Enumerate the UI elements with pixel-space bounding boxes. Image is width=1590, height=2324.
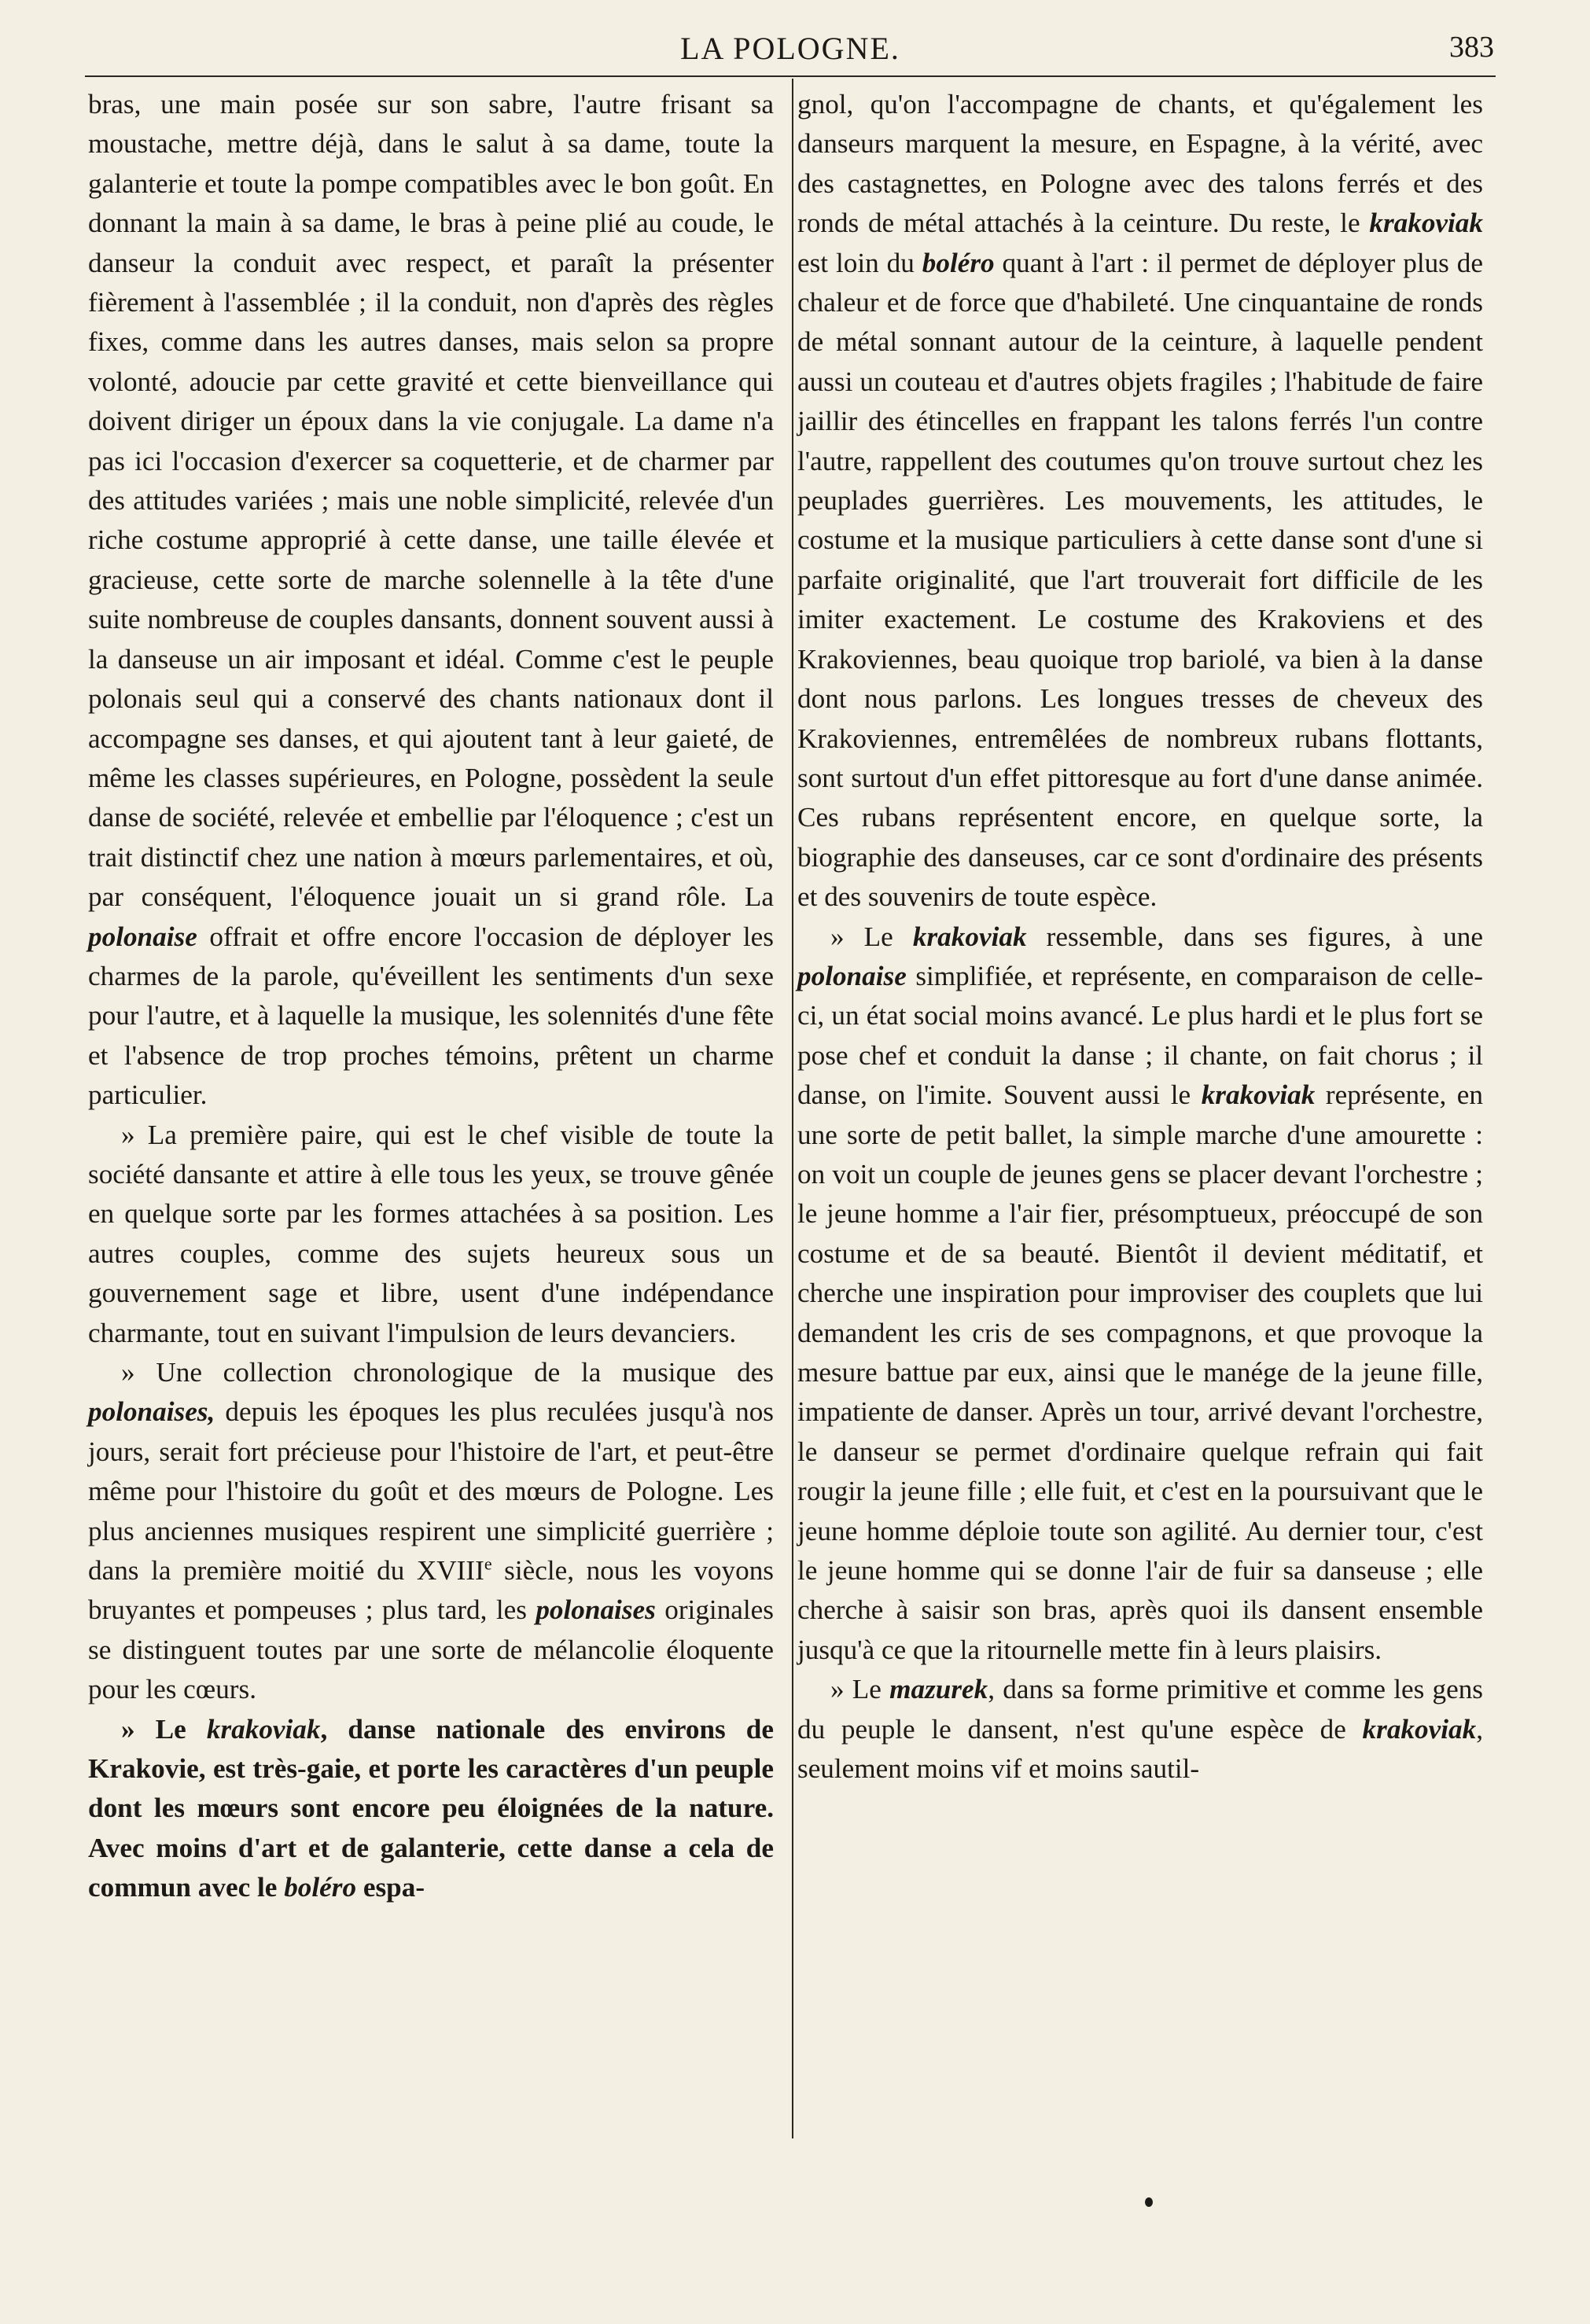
ink-spot [1145,2197,1153,2207]
paragraph: » Le krakoviak ressemble, dans ses figures, à une polonaise simplifiée, et représente, en comparaison de celle-ci, un état social moins avancé. Le plus hardi et le plus fort se pose chef et conduit la danse ; il chante, on fait chorus ; il danse, on l'imite. Souvent aussi le krakoviak représente, en une sorte de petit ballet, la simple marche d'une amourette : on voit un couple de jeunes gens se placer devant l'orchestre ; le jeune homme a l'air fier, présomptueux, préoccupé de son costume et de sa beauté. Bientôt il devient méditatif, et cherche une inspiration pour improviser des couplets que lui demandent les cris de ses compagnons, et que provoque la mesure battue par eux, ainsi que le manége de la jeune fille, impatiente de danser. Après un tour, arrivé devant l'orchestre, le danseur se permet d'ordinaire quelque refrain qui fait rougir la jeune fille ; elle fuit, et c'est en la poursuivant que le jeune homme déploie toute son agilité. Au dernier tour, c'est le jeune homme qui se donne l'air de fuir sa danseuse ; elle cherche à saisir son bras, après quoi ils dansent ensemble jusqu'à ce que la ritournelle mette fin à leurs plaisirs. [797,921,1483,1665]
left-column [88,85,774,1908]
paragraph: » Le mazurek, dans sa forme primitive et comme les gens du peuple le dansent, n'est qu'une espèce de krakoviak, seulement moins vif et moins sautil- [797,1674,1483,1785]
paragraph: bras, une main posée sur son sabre, l'autre frisant sa moustache, mettre déjà, dans le salut à sa dame, toute la galanterie et toute la pompe compatibles avec le bon goût. En donnant la main à sa dame, le bras à peine plié au coude, le danseur la conduit avec respect, et paraît la présenter fièrement à l'assemblée ; il la conduit, non d'après des règles fixes, comme dans les autres danses, mais selon sa propre volonté, adoucie par cette gravité et cette bienveillance qui doivent diriger un époux dans la vie conjugale. La dame n'a pas ici l'occasion d'exercer sa coquetterie, et de charmer par des attitudes variées ; mais une noble simplicité, relevée d'un riche costume approprié à cette danse, une taille élevée et gracieuse, cette sorte de marche solennelle à la tête d'une suite nombreuse de couples dansants, donnent souvent aussi à la danseuse un air imposant et idéal. Comme c'est le peuple polonais seul qui a conservé des chants nationaux dont il accompagne ses danses, et qui ajoutent tant à leur gaieté, de même les classes supérieures, en Pologne, possèdent la seule danse de société, relevée et embellie par l'éloquence ; c'est un trait distinctif chez une nation à mœurs parlementaires, et où, par conséquent, l'éloquence jouait un si grand rôle. La polonaise offrait et offre encore l'occasion de déployer les charmes de la parole, qu'éveillent les sentiments d'un sexe pour l'autre, et à laquelle la musique, les solennités d'une fête et l'absence de trop proches témoins, prêtent un charme particulier. [88,89,774,1111]
column-divider [792,79,793,2138]
page-title: LA POLOGNE. [680,31,900,66]
running-header [86,30,1494,68]
page-number: 383 [1449,31,1494,64]
paragraph: » La première paire, qui est le chef visible de toute la société dansante et attire à elle tous les yeux, se trouve gênée en quelque sorte par les formes attachées à sa position. Les autres couples, comme des sujets heureux sous un gouvernement sage et libre, usent d'une indépendance charmante, tout en suivant l'impulsion de leurs devanciers. [88,1119,774,1348]
paragraph: » Le krakoviak, danse nationale des environs de Krakovie, est très-gaie, et porte les caractères d'un peuple dont les mœurs sont encore peu éloignées de la nature. Avec moins d'art et de galanterie, cette danse a cela de commun avec le boléro espa- [88,1713,774,1903]
right-column [797,85,1483,1789]
header-rule [85,75,1496,77]
paragraph: gnol, qu'on l'accompagne de chants, et qu'également les danseurs marquent la mesure, en Espagne, à la vérité, avec des castagnettes, en Pologne avec des talons ferrés et des ronds de métal attachés à la ceinture. Du reste, le krakoviak est loin du boléro quant à l'art : il permet de déployer plus de chaleur et de force que d'habileté. Une cinquantaine de ronds de métal sonnant autour de la ceinture, à laquelle pendent aussi un couteau et d'autres objets fragiles ; l'habitude de faire jaillir des étincelles en frappant les talons ferrés l'un contre l'autre, rappellent des coutumes qu'on trouve surtout chez les peuplades guerrières. Les mouvements, les attitudes, le costume et la musique particuliers à cette danse sont d'une si parfaite originalité, que l'art trouverait fort difficile de les imiter exactement. Le costume des Krakoviens et des Krakoviennes, beau quoique trop bariolé, va bien à la danse dont nous parlons. Les longues tresses de cheveux des Krakoviennes, entremêlées de nombreux rubans flottants, sont surtout d'un effet pittoresque au fort d'une danse animée. Ces rubans représentent encore, en quelque sorte, la biographie des danseuses, car ce sont d'ordinaire des présents et des souvenirs de toute espèce. [797,89,1484,913]
paragraph: » Une collection chronologique de la musique des polonaises, depuis les époques les plus reculées jusqu'à nos jours, serait fort précieuse pour l'histoire de l'art, et peut-être même pour l'histoire du goût et des mœurs de Pologne. Les plus anciennes musiques respirent une simplicité guerrière ; dans la première moitié du XVIIIe siècle, nous les voyons bruyantes et pompeuses ; plus tard, les polonaises originales se distinguent toutes par une sorte de mélancolie éloquente pour les cœurs. [88,1357,775,1705]
